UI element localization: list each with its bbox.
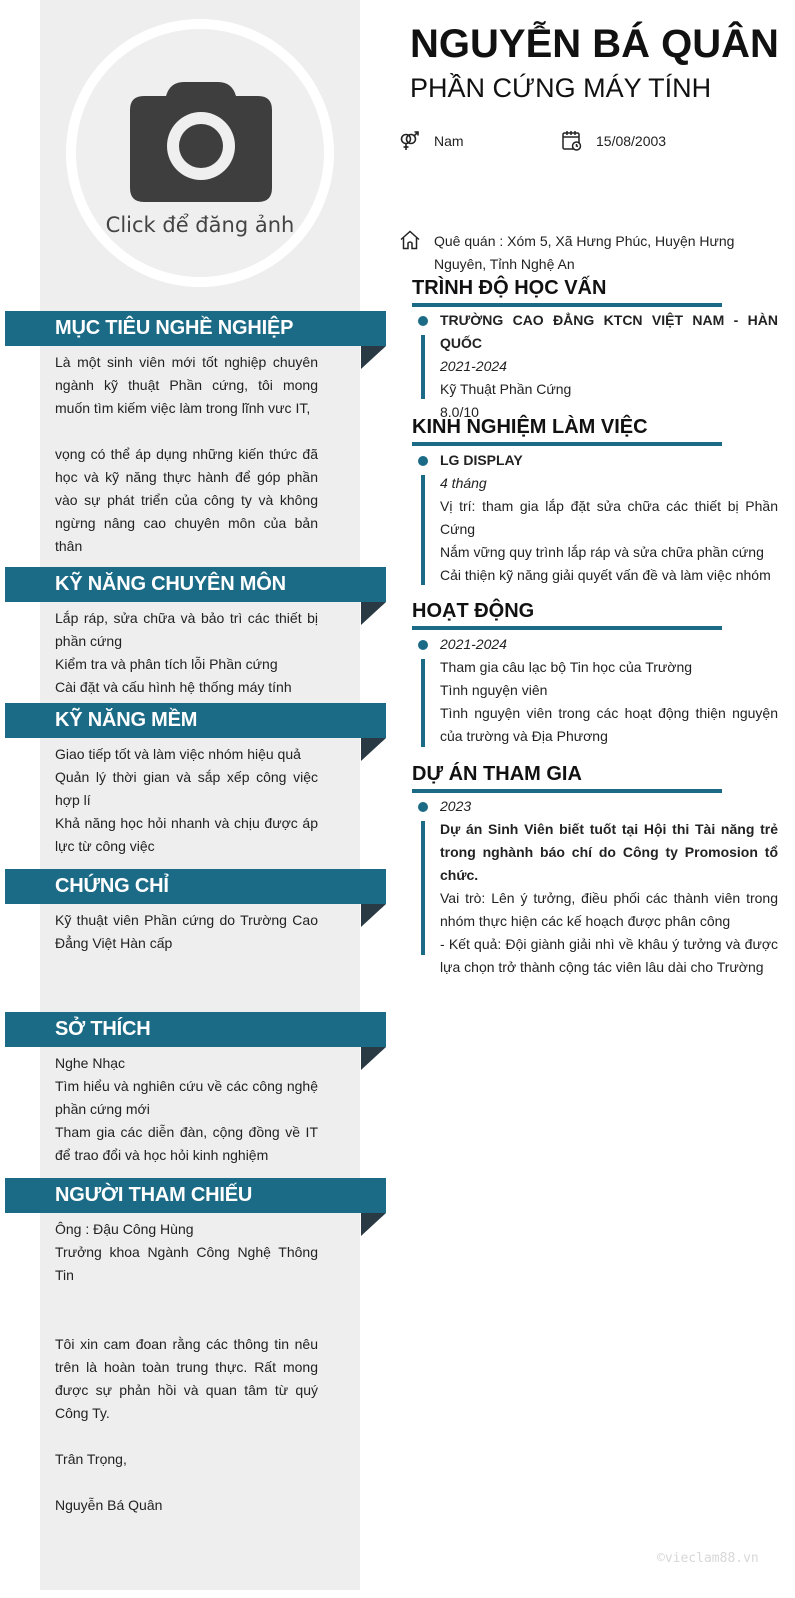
- certificates-list: [55, 909, 318, 955]
- section-header-activities: HOẠT ĐỘNG: [412, 598, 722, 630]
- section-header-soft-skills: KỸ NĂNG MỀM: [5, 703, 386, 738]
- education-entry: [418, 309, 778, 420]
- home-icon: [400, 230, 420, 250]
- calendar-icon: [562, 130, 582, 151]
- timeline-dot: [418, 316, 428, 326]
- birthday-value: 15/08/2003: [596, 133, 667, 149]
- reference-name: Ông : Đậu Công Hùng: [55, 1221, 194, 1237]
- declaration-text: Tôi xin cam đoan rằng các thông tin nêu trên là hoàn toàn trung thực. Rất mong được sự phản hồi và quan tâm từ quý Công Ty.: [55, 1336, 318, 1421]
- list-item: Lắp ráp, sửa chữa và bảo trì các thiết bị phần cứng: [55, 610, 318, 649]
- section-header-certificates: CHỨNG CHỈ: [5, 869, 386, 904]
- section-header-references: NGƯỜI THAM CHIẾU: [5, 1178, 386, 1213]
- project-line: - Kết quả: Đội giành giải nhì về khâu ý tưởng và được lựa chọn trở thành cộng tác viên lâu dài cho Trường: [440, 936, 778, 975]
- hometown-row: [400, 230, 760, 276]
- job-title: PHẦN CỨNG MÁY TÍNH: [410, 73, 712, 103]
- experience-entry: [418, 449, 778, 589]
- activities-content: [440, 633, 778, 748]
- list-item: Khả năng học hỏi nhanh và chịu được áp lực từ công việc: [55, 815, 318, 854]
- avatar-upload-label: Click để đăng ảnh: [105, 213, 295, 237]
- objective-paragraph: vọng có thể áp dụng những kiến thức đã học và kỹ năng thực hành để góp phần vào sự phát triển của công ty và không ngừng nâng cao chuyên môn của bản thân: [55, 446, 318, 554]
- soft-skills-list: [55, 743, 318, 858]
- project-content: [440, 795, 778, 979]
- ribbon-fold: [361, 346, 386, 369]
- experience-duration: 4 tháng: [440, 475, 487, 491]
- list-item: Kiểm tra và phân tích lỗi Phần cứng: [55, 656, 278, 672]
- watermark: ©vieclam88.vn: [657, 1551, 759, 1566]
- hobbies-list: [55, 1052, 318, 1167]
- experience-line: Vị trí: tham gia lắp đặt sửa chữa các thiết bị Phần Cứng: [440, 498, 778, 537]
- list-item: Kỹ thuật viên Phần cứng do Trường Cao Đẳng Việt Hàn cấp: [55, 912, 318, 951]
- hard-skills-list: [55, 607, 318, 699]
- gender-icon: [400, 130, 420, 152]
- ribbon-fold: [361, 904, 386, 927]
- list-item: Nghe Nhạc: [55, 1055, 126, 1071]
- candidate-name: NGUYỄN BÁ QUÂN: [410, 22, 779, 66]
- timeline-bar: [421, 475, 425, 585]
- ribbon-fold: [361, 1047, 386, 1070]
- school-name: TRƯỜNG CAO ĐẲNG KTCN VIỆT NAM - HÀN QUỐC: [440, 312, 778, 351]
- project-name: Dự án Sinh Viên biết tuốt tại Hội thi Tài năng trẻ trong nghành báo chí do Công ty Promosion tổ chức.: [440, 821, 778, 883]
- closing-text: Trân Trọng,: [55, 1451, 127, 1467]
- activity-line: Tình nguyện viên trong các hoạt động thiện nguyện của trường và Địa Phương: [440, 705, 778, 744]
- objective-paragraph: Là một sinh viên mới tốt nghiệp chuyên ngành kỹ thuật Phần cứng, tôi mong muốn tìm kiếm việc làm trong lĩnh vưc IT,: [55, 354, 318, 416]
- hometown-value: Quê quán : Xóm 5, Xã Hưng Phúc, Huyện Hưng Nguyên, Tỉnh Nghệ An: [434, 233, 735, 272]
- list-item: Giao tiếp tốt và làm việc nhóm hiệu quả: [55, 746, 301, 762]
- signature-text: Nguyễn Bá Quân: [55, 1497, 163, 1513]
- reference-position: Trưởng khoa Ngành Công Nghệ Thông Tin: [55, 1244, 318, 1283]
- objective-text: [55, 351, 318, 558]
- ribbon-fold: [361, 602, 386, 625]
- timeline-dot: [418, 640, 428, 650]
- ribbon-fold: [361, 738, 386, 761]
- education-gpa: 8.0/10: [440, 404, 479, 420]
- section-header-education: TRÌNH ĐỘ HỌC VẤN: [412, 275, 722, 307]
- list-item: Tham gia các diễn đàn, cộng đồng về IT để trao đổi và học hỏi kinh nghiệm: [55, 1124, 318, 1163]
- education-period: 2021-2024: [440, 358, 507, 374]
- activities-entry: [418, 633, 778, 753]
- references-list: [55, 1218, 318, 1517]
- experience-line: Nắm vững quy trình lắp ráp và sửa chữa phần cứng: [440, 544, 764, 560]
- section-header-objective: MỤC TIÊU NGHỀ NGHIỆP: [5, 311, 386, 346]
- activities-period: 2021-2024: [440, 636, 507, 652]
- section-header-projects: DỰ ÁN THAM GIA: [412, 761, 722, 793]
- birthday-row: [562, 130, 666, 153]
- list-item: Quản lý thời gian và sắp xếp công việc hợp lí: [55, 769, 318, 808]
- list-item: Tìm hiểu và nghiên cứu về các công nghệ phần cứng mới: [55, 1078, 318, 1117]
- project-line: Vai trò: Lên ý tưởng, điều phối các thành viên trong nhóm thực hiện các kế hoạch được phân công: [440, 890, 778, 929]
- timeline-bar: [421, 335, 425, 399]
- experience-line: Cải thiện kỹ năng giải quyết vấn đề và làm việc nhóm: [440, 567, 771, 583]
- section-header-hard-skills: KỸ NĂNG CHUYÊN MÔN: [5, 567, 386, 602]
- section-header-experience: KINH NGHIỆM LÀM VIỆC: [412, 414, 722, 446]
- gender-row: [400, 130, 464, 153]
- camera-icon: [126, 74, 276, 204]
- ribbon-fold: [361, 1213, 386, 1236]
- activity-line: Tham gia câu lạc bộ Tin học của Trường: [440, 659, 693, 675]
- project-entry: [418, 795, 778, 975]
- timeline-dot: [418, 456, 428, 466]
- gender-value: Nam: [434, 133, 464, 149]
- education-major: Kỹ Thuật Phần Cứng: [440, 381, 572, 397]
- timeline-bar: [421, 821, 425, 955]
- avatar-upload[interactable]: [66, 19, 334, 287]
- timeline-dot: [418, 802, 428, 812]
- education-content: [440, 309, 778, 424]
- project-period: 2023: [440, 798, 472, 814]
- experience-content: [440, 449, 778, 587]
- list-item: Cài đặt và cấu hình hệ thống máy tính: [55, 679, 292, 695]
- activity-line: Tình nguyện viên: [440, 682, 548, 698]
- timeline-bar: [421, 659, 425, 747]
- company-name: LG DISPLAY: [440, 452, 523, 468]
- section-header-hobbies: SỞ THÍCH: [5, 1012, 386, 1047]
